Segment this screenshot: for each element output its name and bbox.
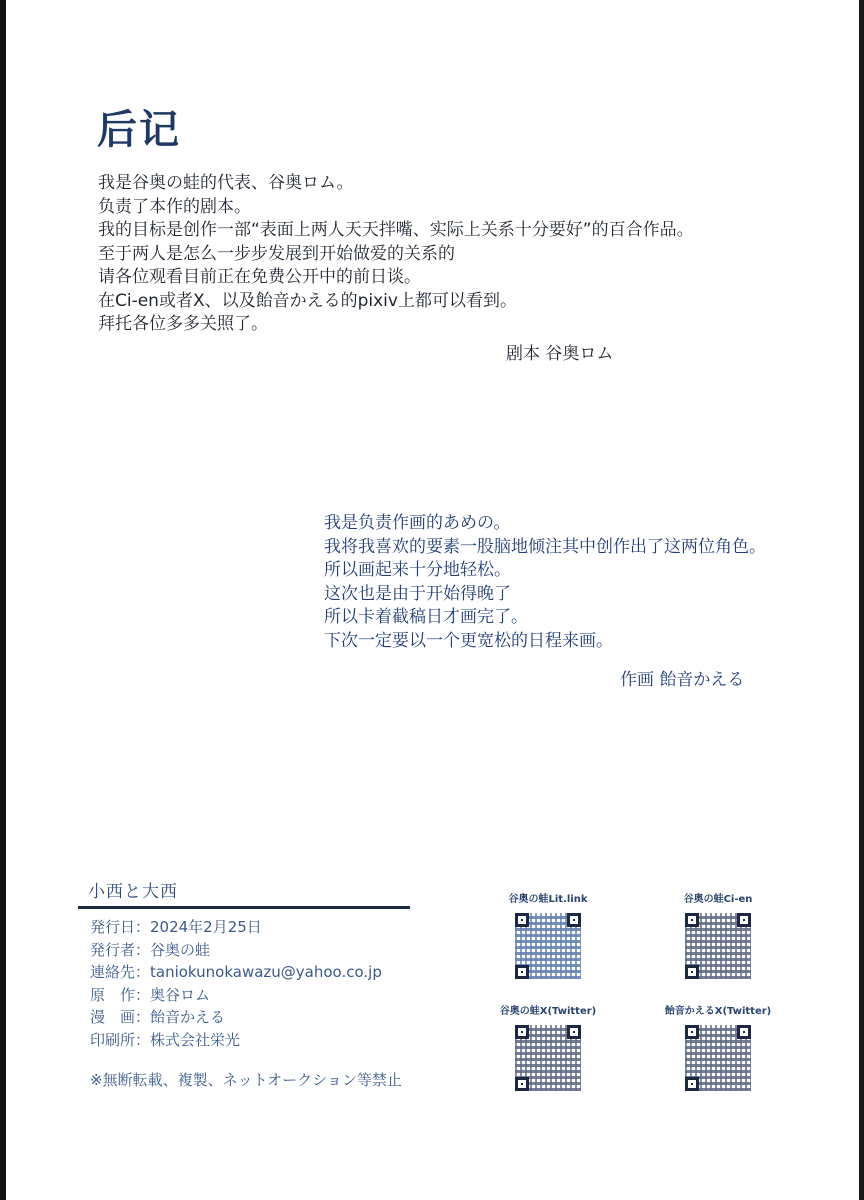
- artist-line: 我是负责作画的あめの。: [324, 513, 511, 533]
- contact-email: 連絡先：taniokunokawazu@yahoo.co.jp: [90, 963, 382, 981]
- qr-code-icon[interactable]: [683, 911, 753, 981]
- artist-message: [324, 512, 766, 653]
- qr-code-icon[interactable]: [513, 1023, 583, 1093]
- writer-signature: 剧本 谷奥ロム: [506, 344, 614, 364]
- writer-line: 请各位观看目前正在免费公开中的前日谈。: [98, 267, 421, 287]
- writer-line: 拜托各位多多关照了。: [98, 314, 268, 334]
- qr-cien: [658, 890, 778, 981]
- writer-line: 负责了本作的剧本。: [98, 196, 251, 217]
- writer-line: 在Ci-en或者X、以及飴音かえる的pixiv上都可以看到。: [98, 290, 517, 311]
- artist-line: 所以画起来十分地轻松。: [324, 560, 511, 580]
- qr-label: 谷奥の蛙X(Twitter): [499, 1006, 597, 1017]
- artist-signature: 作画 飴音かえる: [620, 670, 745, 690]
- publish-date: 発行日：2024年2月25日: [90, 918, 262, 936]
- colophon-title: 小西と大西: [88, 882, 178, 902]
- qr-twitter-artist: [658, 1002, 778, 1093]
- original-author: 原 作：奥谷ロム: [90, 985, 211, 1004]
- printer: 印刷所：株式会社栄光: [90, 1030, 241, 1049]
- page-edge-right: [859, 0, 864, 1200]
- manga-artist: 漫 画：飴音かえる: [90, 1008, 226, 1026]
- artist-line: 所以卡着截稿日才画完了。: [324, 607, 528, 627]
- qr-code-icon[interactable]: [683, 1023, 753, 1093]
- page-edge-left: [0, 0, 6, 1200]
- colophon-divider: [78, 906, 410, 909]
- artist-line: 这次也是由于开始得晚了: [324, 583, 511, 604]
- writer-line: 我是谷奥の蛙的代表、谷奥ロム。: [98, 173, 354, 193]
- copyright-notice: ※無断転載、複製、ネットオークション等禁止: [90, 1071, 402, 1089]
- qr-label: 谷奥の蛙Ci-en: [683, 894, 753, 905]
- qr-label: 谷奥の蛙Lit.link: [508, 894, 588, 905]
- colophon-details: [90, 916, 382, 1051]
- afterword-title: 后记: [97, 107, 181, 153]
- qr-code-icon[interactable]: [513, 911, 583, 981]
- writer-line: 至于两人是怎么一步步发展到开始做爱的关系的: [98, 243, 455, 264]
- qr-twitter-circle: [488, 1002, 608, 1093]
- writer-line: 我的目标是创作一部“表面上两人天天拌嘴、实际上关系十分要好”的百合作品。: [98, 220, 694, 240]
- publisher: 発行者：谷奥の蛙: [90, 940, 211, 959]
- writer-message: [98, 172, 694, 337]
- qr-label: 飴音かえるX(Twitter): [664, 1006, 772, 1017]
- artist-line: 我将我喜欢的要素一股脑地倾注其中创作出了这两位角色。: [324, 536, 766, 557]
- artist-line: 下次一定要以一个更宽松的日程来画。: [324, 630, 613, 651]
- qr-litlink: [488, 890, 608, 981]
